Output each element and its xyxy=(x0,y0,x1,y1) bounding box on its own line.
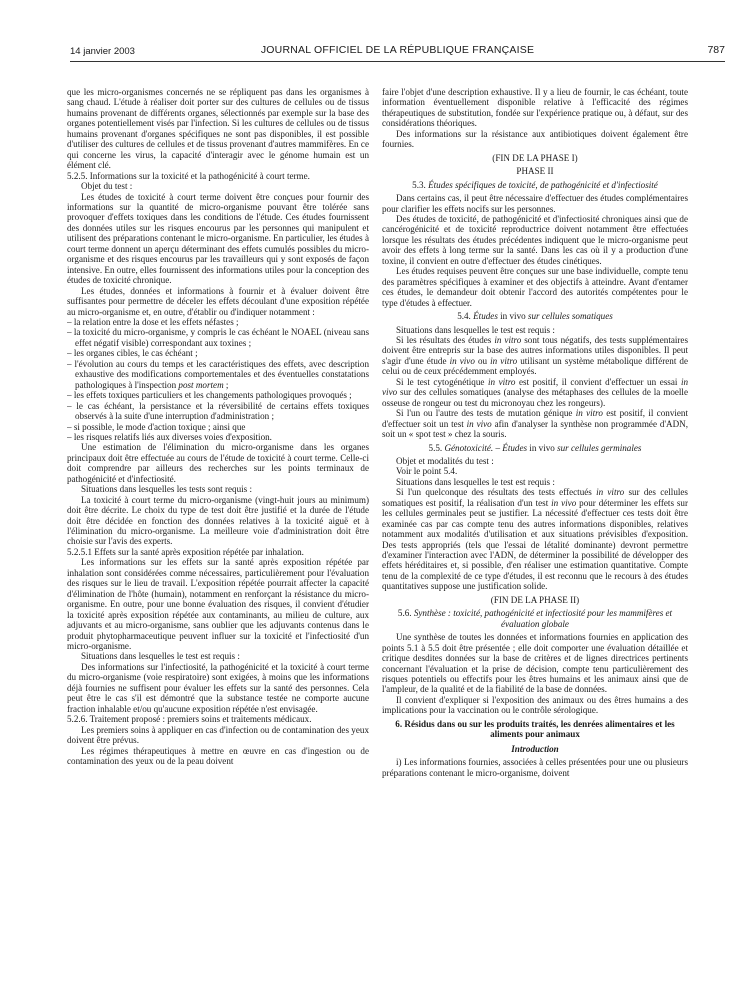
paragraph: Les régimes thérapeutiques à mettre en œuvre en cas d'ingestion ou de contamination des yeux ou de la peau doivent xyxy=(67,745,369,766)
paragraph xyxy=(382,487,688,592)
list-item: – le cas échéant, la persistance et la réversibilité de certains effets toxiques observés à la suite d'une interruption d'administration ; xyxy=(67,400,369,422)
list-item: – les organes cibles, le cas échéant ; xyxy=(67,348,198,359)
list-item: – la relation entre la dose et les effets néfastes ; xyxy=(67,316,239,327)
section-title-roman: in vivo xyxy=(527,442,558,453)
text-run: Si le test cytogénétique xyxy=(396,376,488,387)
italic-run: in vivo xyxy=(551,497,577,508)
text-run: Si l'un quelconque des résultats des tests effectués xyxy=(396,487,597,498)
section-title: Synthèse : toxicité, pathogénicité et infectiosité pour les mammifères et évaluation globale xyxy=(413,608,673,629)
paragraph: i) Les informations fournies, associées à celles présentées pour une ou plusieurs préparations contenant le micro-organisme, doivent xyxy=(382,757,688,778)
italic-run: in vivo xyxy=(382,376,688,398)
end-phase-one: (FIN DE LA PHASE I) xyxy=(492,152,578,163)
text-run: ou xyxy=(474,355,491,366)
paragraph: Les études, données et informations à fournir et à évaluer doivent être suffisantes pour permettre de déceler les effets découlant d'une exposition répétée au micro-organisme et, en outre, d'établir ou d'indiquer notamment : xyxy=(67,285,369,317)
list-item: – les effets toxiques particuliers et les changements pathologiques provoqués ; xyxy=(67,390,352,401)
list-item: – les risques relatifs liés aux diverses voies d'exposition. xyxy=(67,431,272,442)
paragraph: Des informations sur l'infectiosité, la pathogénicité et la toxicité à court terme du micro-organisme (voie respiratoire) sont exigées, à moins que les informations déjà fournies ne suffisent pour évaluer les effets sur la santé des personnes. Cela peut être le cas s'il est démontré que la substance testée ne comporte aucune fraction inhalable et/ou qu'aucune exposition répétée n'est envisagée. xyxy=(67,661,369,714)
italic-run: in vivo xyxy=(466,418,492,429)
section-title: sur cellules somatiques xyxy=(527,311,613,322)
paragraph: Dans certains cas, il peut être nécessaire d'effectuer des études complémentaires pour clarifier les effets nocifs sur les personnes. xyxy=(382,193,688,214)
paragraph: Les informations sur les effets sur la santé après exposition répétée par inhalation sont considérées comme nécessaires, particulièrement pour l'évaluation des risques sur le lieu de travail. L'exposition répétée pourrait affecter la capacité d'élimination de l'hôte (humain), notamment en renforçant la résistance du micro-organisme. En outre, pour une bonne évaluation des risques, il convient d'étudier la toxicité après exposition répétée aux contaminants, au milieu de culture, aux adjuvants et au micro-organisme, sans oublier que les adjuvants contenus dans le produit phytopharmaceutique peuvent influer sur la toxicité et l'infectiosité d'un micro-organisme. xyxy=(67,557,369,652)
italic-run: in vitro xyxy=(575,408,603,419)
section-title: sur cellules germinales xyxy=(557,442,642,453)
paragraph: La toxicité à court terme du micro-organisme (vingt-huit jours au minimum) doit être décrite. Le choix du type de test doit être justifié et la durée de l'étude doit être décidée en fonction des données relatives à la toxicité aiguë et à l'élimination du micro-organisme. La meilleure voie d'administration doit être choisie sur l'avis des experts. xyxy=(67,494,369,547)
italic-run: in vitro xyxy=(494,334,522,345)
paragraph: Des études de toxicité, de pathogénicité et d'infectiosité chroniques ainsi que de cancérogénicité et de toxicité reproductrice doivent notamment être effectuées lorsque les résultats des études précédentes indiquent que le micro-organisme peut avoir des effets à long terme sur la santé. Dans les cas où il y a production d'une toxine, il convient en outre d'effectuer des études cinétiques. xyxy=(382,213,688,266)
section-number: 5.5. xyxy=(428,442,445,453)
end-phase-two: (FIN DE LA PHASE II) xyxy=(490,594,580,605)
paragraph xyxy=(382,335,688,377)
paragraph: Les premiers soins à appliquer en cas d'infection ou de contamination des yeux doivent être prévus. xyxy=(67,724,369,746)
section-title-roman: in vivo xyxy=(497,311,528,322)
section-title: Génotoxicité. – Études xyxy=(444,442,528,453)
paragraph: Une estimation de l'élimination du micro-organisme dans les organes principaux doit être effectuée au cours de l'étude de toxicité à court terme. Celle-ci doit comprendre par ailleurs des recherches sur les points terminaux de pathogénicité et d'infectiosité. xyxy=(67,442,369,484)
text-run: est positif, il convient d'effectuer un essai xyxy=(515,376,681,387)
paragraph xyxy=(382,377,688,408)
section-heading-5-2-5-1: 5.2.5.1 Effets sur la santé après exposition répétée par inhalation. xyxy=(67,546,304,557)
subheading-situations: Situations dans lesquelles les tests sont requis : xyxy=(81,484,253,495)
section-heading-5-6 xyxy=(382,608,688,629)
italic-run: in vitro xyxy=(596,487,625,498)
right-column xyxy=(382,87,688,984)
list-item: – si possible, le mode d'action toxique ; ainsi que xyxy=(67,421,246,432)
list-item xyxy=(67,359,369,390)
list-item: – la toxicité du micro-organisme, y compris le cas échéant le NOAEL (niveau sans effet négatif visible) correspondant aux toxines ; xyxy=(67,327,369,348)
text-run: utilisant un système métabolique différent de celui ou de ceux précédemment employés. xyxy=(382,355,688,377)
section-number: 5.4. xyxy=(457,311,474,322)
subheading-objet: Objet et modalités du test : xyxy=(396,455,494,466)
text-run: Si l'un ou l'autre des tests de mutation génique xyxy=(396,408,576,419)
subheading-situations: Situations dans lesquelles le test est requis : xyxy=(396,476,555,487)
text-run: sont tous négatifs, des tests supplémentaires doivent être entrepris sur la base des autres informations utiles disponibles. Il peut s'agir d'une étude xyxy=(382,334,688,366)
italic-run: in vitro xyxy=(490,355,518,366)
left-column xyxy=(67,87,369,984)
header-date: 14 janvier 2003 xyxy=(70,46,135,57)
introduction-heading: Introduction xyxy=(511,743,559,754)
subheading-situations: Situations dans lesquelles le test est requis : xyxy=(81,651,240,662)
section-heading-5-2-6: 5.2.6. Traitement proposé : premiers soins et traitements médicaux. xyxy=(67,714,312,725)
list-item-italic: post mortem xyxy=(178,379,224,390)
page-header xyxy=(70,44,725,60)
subheading-objet: Objet du test : xyxy=(81,181,133,192)
list-item-text: – l'évolution au cours du temps et les caractéristiques des effets, avec description exhaustive des modifications comportementales et des éventuelles constatations pathologiques à l'inspection xyxy=(67,358,369,390)
paragraph: Les études de toxicité à court terme doivent être conçues pour fournir des informations sur la quantité de micro-organisme pouvant être tolérée sans provoquer d'effets toxiques dans les conditions de l'étude. Ces études fournissent des données utiles sur les risques encourus par les personnes qui manipulent et utilisent des préparations contenant le micro-organisme. En particulier, les études à court terme donnent un aperçu déterminant des effets cumulés possibles du micro-organisme et des risques encourus par les travailleurs qui y sont exposés de façon intensive. En outre, elles fournissent des informations utiles pour la conception des études de toxicité chronique. xyxy=(67,191,369,286)
paragraph: Des informations sur la résistance aux antibiotiques doivent également être fournies. xyxy=(382,128,688,150)
header-title: JOURNAL OFFICIEL DE LA RÉPUBLIQUE FRANÇAISE xyxy=(260,44,535,56)
header-rule xyxy=(70,61,725,62)
paragraph xyxy=(382,408,688,439)
section-heading-5-5 xyxy=(382,443,688,453)
text-run: Si les résultats des études xyxy=(396,334,495,345)
paragraph: Voir le point 5.4. xyxy=(396,466,458,477)
paragraph: Une synthèse de toutes les données et informations fournies en application des points 5.1 à 5.5 doit être présentée ; elle doit comporter une évaluation détaillée et critique desdites données sur la base de critères et de lignes directrices pertinents concernant l'évaluation et la prise de décision, compte tenu particulièrement des risques potentiels ou effectifs pour les êtres humains et les animaux ainsi que de l'ampleur, de la qualité et de la fiabilité de la base de données. xyxy=(382,632,688,695)
paragraph: Il convient d'expliquer si l'exposition des animaux ou des êtres humains a des implications pour la vaccination ou le contrôle sérologique. xyxy=(382,694,688,716)
section-number: 5.6. xyxy=(397,608,414,619)
section-heading-5-2-5: 5.2.5. Informations sur la toxicité et la pathogénicité à court terme. xyxy=(67,170,310,181)
text-run: afin d'analyser la synthèse non programmée d'ADN, soit un « spot test » chez la souris. xyxy=(382,418,688,440)
text-run: sur des cellules somatiques est positif, la réalisation d'un test xyxy=(382,487,688,508)
italic-run: in vivo xyxy=(449,355,475,366)
section-heading-5-3 xyxy=(382,180,688,190)
section-title: Études spécifiques de toxicité, de pathogénicité et d'infectiosité xyxy=(428,179,658,190)
subheading-situations: Situations dans lesquelles le test est requis : xyxy=(396,324,555,335)
italic-run: in vitro xyxy=(487,376,516,387)
header-page-number: 787 xyxy=(707,44,725,56)
section-heading-6: 6. Résidus dans ou sur les produits traités, les denrées alimentaires et les aliments pour animaux xyxy=(395,718,675,740)
section-heading-5-4 xyxy=(382,311,688,321)
text-run: sur des cellules somatiques (analyse des métaphases des cellules de la moelle osseuse de rongeur ou test du micronoyau chez les rongeurs). xyxy=(382,387,688,408)
text-run: pour déterminer les effets sur les cellules germinales peut se justifier. La nécessité d'effectuer ces tests doit être examinée cas par cas compte tenu des autres informations disponibles, relatives notamment aux modalités d'utilisation et aux situations prévisibles d'exposition. Des tests appropriés (tels que l'essai de létalité dominante) devront permettre d'examiner l'interaction avec l'ADN, de déterminer la possibilité de développer des effets héréditaires et, si possible, d'en réaliser une estimation quantitative. Compte tenu de la complexité de ce type d'études, il est reconnu que le recours à des études quantitatives suppose une justification solide. xyxy=(382,497,688,592)
phase-two-heading: PHASE II xyxy=(516,166,554,177)
text-run: est positif, il convient d'effectuer soit un test xyxy=(382,408,688,429)
paragraph: faire l'objet d'une description exhaustive. Il y a lieu de fournir, le cas échéant, toute information éventuellement disponible relative à l'efficacité des régimes thérapeutiques de substitution, fondée sur l'expérience pratique ou, à défaut, sur des considérations théoriques. xyxy=(382,87,688,129)
paragraph: que les micro-organismes concernés ne se répliquent pas dans les organismes à sang chaud. L'étude à réaliser doit porter sur des cultures de cellules ou de tissus humains provenant de différents organes, sélectionnés par exemple sur la base des organes potentiellement visés par l'infection. Si les cultures de cellules ou de tissus humains provenant d'organes spécifiques ne sont pas disponibles, il est possible d'utiliser des cultures de cellules et de tissus provenant d'autres mammifères. En ce qui concerne les virus, la capacité d'interagir avec le génome humain est un élément clé. xyxy=(67,87,369,171)
section-number: 5.3. xyxy=(412,179,429,190)
section-title: Études xyxy=(473,311,498,322)
list-item-text: ; xyxy=(223,379,229,390)
paragraph: Les études requises peuvent être conçues sur une base individuelle, compte tenu des paramètres spécifiques à examiner et des objectifs à atteindre. Avant d'entamer ces études, le demandeur doit obtenir l'accord des autorités compétentes pour le type d'études à effectuer. xyxy=(382,266,688,308)
